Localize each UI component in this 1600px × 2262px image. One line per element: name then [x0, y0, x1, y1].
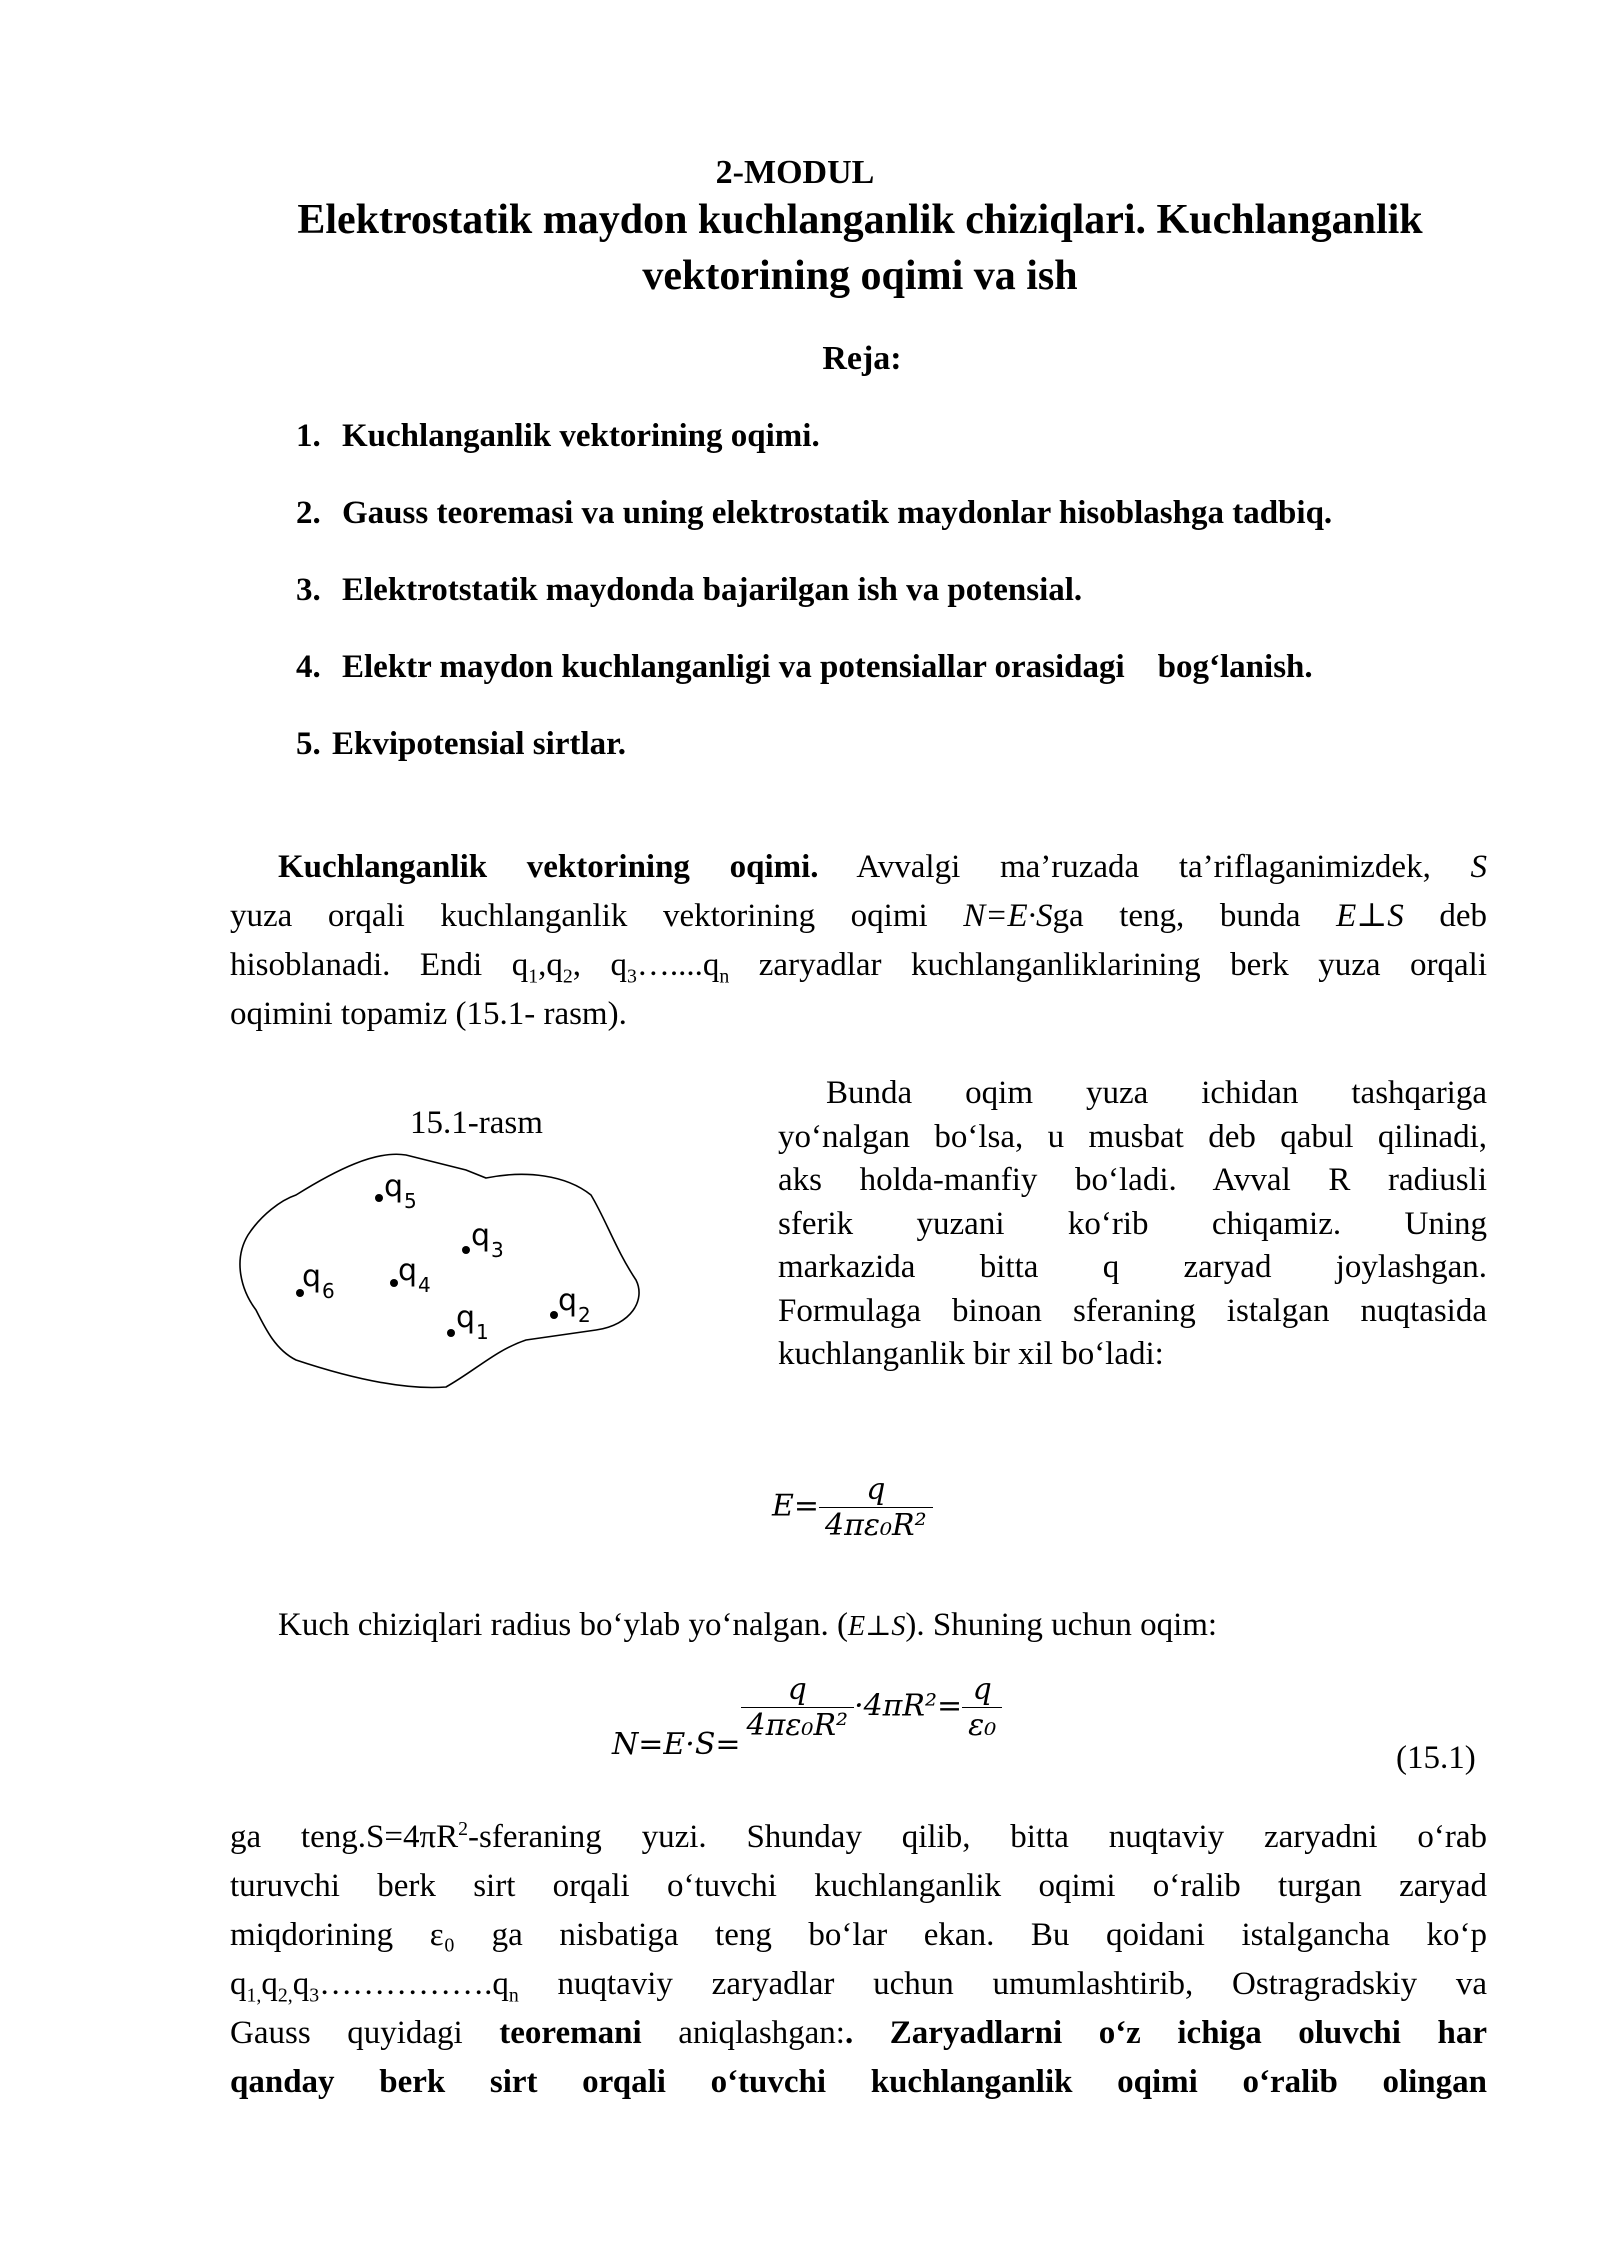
inline-formula: E⊥S — [847, 1611, 906, 1642]
page-title — [60, 192, 1600, 304]
fraction — [962, 1672, 1002, 1743]
text-run: Kuch chiziqlari radius bo‘ylab yo‘nalgan. ( — [278, 1607, 848, 1643]
charge-dot-q1 — [447, 1329, 455, 1337]
plan-item — [296, 562, 1332, 639]
paragraph-line: sferik yuzani ko‘rib chiqamiz. Uning — [778, 1205, 1487, 1242]
plan-item — [296, 408, 1332, 485]
text-run: Avvalgi ma’ruzada ta’riflaganimizdek, — [856, 849, 1431, 885]
paragraph-line — [230, 2009, 1487, 2058]
fraction-denominator: ε₀ — [968, 1708, 997, 1743]
svg-text:2: 2 — [578, 1303, 591, 1327]
text-run: zaryadlar kuchlanganliklarining berk yuza orqali — [758, 947, 1487, 983]
paragraph-line — [230, 892, 1487, 941]
equation-lhs: E= — [772, 1488, 820, 1524]
fraction — [741, 1672, 855, 1743]
plan-item-number: 4. — [296, 649, 321, 685]
text-run: Gauss quyidagi — [230, 2015, 463, 2051]
paragraph-line: hisoblanadi. Endi $q_1,q_2$, $q_3\dots....q_n$ zaryadlar kuchlanganliklarining berk yuza orqali — [230, 947, 1487, 988]
plan-item — [296, 485, 1332, 562]
text-run-bold: teoremani — [499, 2015, 642, 2051]
closed-surface-outline — [240, 1154, 639, 1387]
fraction-numerator: q — [819, 1472, 933, 1508]
paragraph-line: turuvchi berk sirt orqali o‘tuvchi kuchlanganlik oqimi o‘ralib turgan zaryad — [230, 1868, 1487, 1904]
paragraph-line — [230, 843, 1487, 892]
paragraph-line: Bunda oqim yuza ichidan tashqariga — [826, 1075, 1487, 1111]
side-paragraph — [778, 1072, 1487, 1377]
plan-item-text: Kuchlanganlik vektorining oqimi. — [342, 418, 820, 454]
equation-middle: ·4πR²= — [854, 1688, 963, 1724]
paragraph-line: qanday berk sirt orqali o‘tuvchi kuchlanganlik oqimi o‘ralib olingan — [230, 2064, 1487, 2100]
text-run: …………….q — [319, 1966, 509, 2002]
title-line-1: Elektrostatik maydon kuchlanganlik chiziqlari. Kuchlanganlik — [297, 197, 1423, 243]
paragraph-line: $q_{1,}q_{2,}q_3\dots\dots\dots\dots\dots.q_n$ nuqtaviy zaryadlar uchun umumlashtirib, Ostragradskiy va — [230, 1966, 1487, 2007]
text-run: yuza orqali kuchlanganlik vektorining oqimi — [230, 898, 928, 934]
plan-item-text: Ekvipotensial sirtlar. — [332, 726, 626, 762]
svg-text:3: 3 — [491, 1238, 504, 1262]
paragraph-line: kuchlanganlik bir xil bo‘ladi: — [778, 1336, 1164, 1372]
text-run: nuqtaviy zaryadlar uchun umumlashtirib, Ostragradskiy va — [557, 1966, 1487, 2002]
paragraph-line: Formulaga binoan sferaning istalgan nuqtasida — [778, 1292, 1487, 1329]
fraction — [819, 1472, 933, 1543]
plan-item-text: Elektrotstatik maydonda bajarilgan ish va potensial. — [342, 572, 1083, 608]
charge-dot-q2 — [550, 1311, 558, 1319]
inline-formula: N=E·S — [963, 898, 1053, 934]
text-run: hisoblanadi. Endi q — [230, 947, 529, 983]
plan-item-number: 3. — [296, 572, 321, 608]
text-run: q — [230, 1966, 247, 2002]
paragraph-line: oqimini topamiz (15.1- rasm). — [230, 996, 627, 1032]
svg-text:4: 4 — [418, 1273, 431, 1297]
svg-text:q: q — [471, 1218, 491, 1253]
equation-lhs: N=E·S= — [612, 1726, 741, 1762]
svg-text:6: 6 — [322, 1279, 335, 1303]
svg-text:5: 5 — [404, 1189, 417, 1213]
paragraph-line: aks holda-manfiy bo‘ladi. Avval R radiusli — [778, 1162, 1487, 1198]
fraction-denominator: 4πε₀R² — [825, 1508, 927, 1543]
text-run: ). Shuning uchun oqim: — [905, 1607, 1218, 1643]
inline-formula: E⊥S — [1336, 898, 1404, 934]
fraction-numerator: q — [741, 1672, 855, 1708]
plan-item-number: 1. — [296, 418, 321, 454]
flux-line — [230, 1601, 1487, 1650]
paragraph-line: ga $teng.S=4\pi R^2$-sferaning yuzi. Shunday qilib, bitta nuqtaviy zaryadni o‘rab — [230, 1818, 1487, 1855]
svg-text:1: 1 — [476, 1320, 489, 1344]
charge-dot-q4 — [390, 1279, 398, 1287]
plan-item — [296, 639, 1332, 716]
charge-surface-figure — [236, 1150, 666, 1400]
svg-text:q: q — [558, 1283, 578, 1318]
plan-item-number: 5. — [296, 726, 321, 762]
plan-heading: Reja: — [822, 340, 902, 377]
text-run: deb — [1439, 898, 1488, 934]
text-run-bold: . Zaryadlarni o‘z ichiga oluvchi har — [844, 2015, 1488, 2051]
text-run: -sferaning yuzi. Shunday qilib, bitta nuqtaviy zaryadni o‘rab — [468, 1819, 1487, 1855]
intro-paragraph — [230, 843, 1487, 1039]
paragraph-line: markazida bitta q zaryad joylashgan. — [778, 1249, 1487, 1285]
fraction-denominator: 4πε₀R² — [746, 1708, 849, 1743]
plan-item-number: 2. — [296, 495, 321, 531]
text-run: aniqlashgan: — [678, 2015, 845, 2051]
symbol-S: S — [1470, 849, 1487, 885]
svg-text:q: q — [456, 1300, 476, 1335]
paragraph-line: yo‘nalgan bo‘lsa, u musbat deb qabul qilinadi, — [778, 1118, 1487, 1155]
equation-flux — [612, 1672, 1002, 1762]
paragraph-line — [230, 1601, 1487, 1650]
paragraph-line: miqdorining ε₀ ga nisbatiga teng bo‘lar ekan. Bu qoidani istalgancha ko‘p — [230, 1917, 1487, 1953]
plan-list — [296, 408, 1332, 793]
plan-item-text: Elektr maydon kuchlanganligi va potensiallar orasidagi bog‘lanish. — [342, 649, 1313, 685]
fraction-numerator: q — [962, 1672, 1002, 1708]
plan-item — [296, 716, 1332, 793]
module-heading: 2-MODUL — [715, 154, 875, 191]
final-paragraph — [230, 1813, 1487, 2107]
title-line-2: vektorining oqimi va ish — [642, 253, 1078, 299]
equation-field-strength — [772, 1472, 933, 1543]
svg-text:q: q — [302, 1259, 322, 1294]
plan-item-text: Gauss teoremasi va uning elektrostatik maydonlar hisoblashga tadbiq. — [342, 495, 1333, 531]
svg-text:q: q — [398, 1253, 418, 1288]
svg-text:q: q — [384, 1169, 404, 1204]
charge-dot-q5 — [375, 1194, 383, 1202]
figure-caption: 15.1-rasm — [410, 1105, 543, 1141]
charge-dot-q3 — [462, 1246, 470, 1254]
text-run: ga teng.S=4πR — [230, 1819, 459, 1855]
equation-number: (15.1) — [1396, 1740, 1476, 1776]
section-lead: Kuchlanganlik vektorining oqimi. — [278, 849, 819, 885]
text-run: ga teng, bunda — [1052, 898, 1301, 934]
